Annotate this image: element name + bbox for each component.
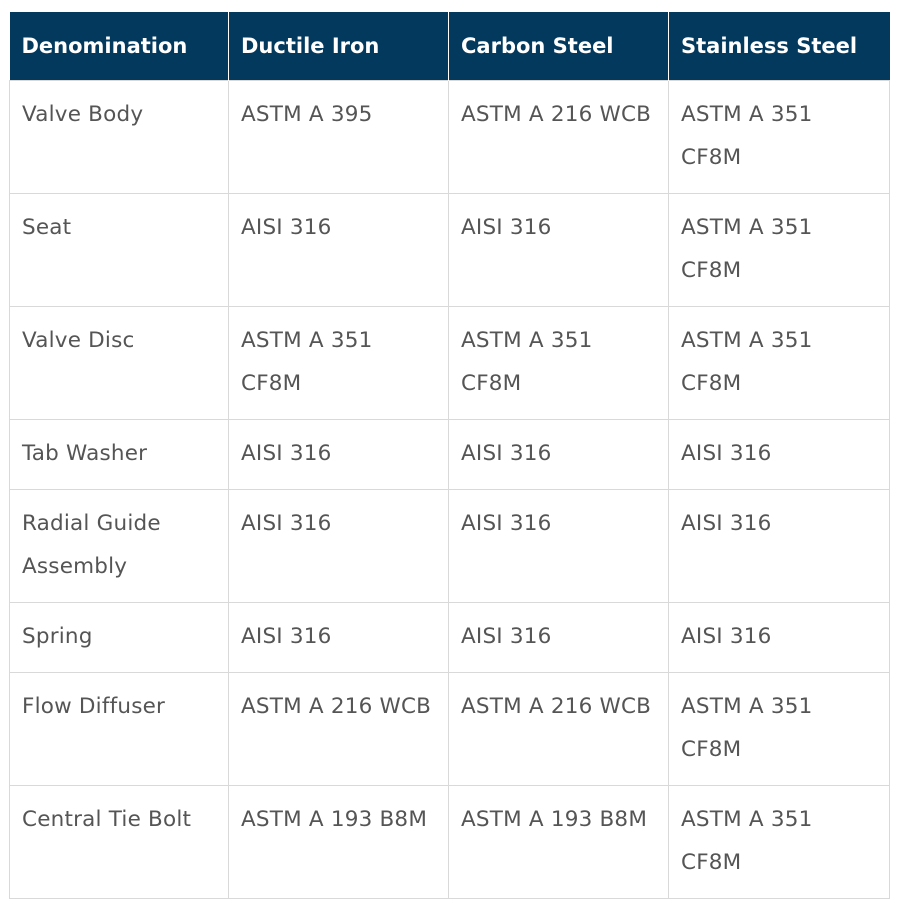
cell-stainless-steel: AISI 316 — [669, 489, 890, 602]
cell-carbon-steel: ASTM A 351 CF8M — [449, 306, 669, 419]
cell-carbon-steel: AISI 316 — [449, 193, 669, 306]
table-row — [10, 193, 890, 306]
cell-denomination: Flow Diffuser — [10, 672, 229, 785]
cell-stainless-steel: ASTM A 351 CF8M — [669, 193, 890, 306]
cell-denomination: Central Tie Bolt — [10, 785, 229, 898]
cell-ductile-iron: AISI 316 — [229, 602, 449, 672]
cell-carbon-steel: AISI 316 — [449, 602, 669, 672]
table-row — [10, 80, 890, 193]
header-ductile-iron: Ductile Iron — [229, 12, 449, 80]
cell-ductile-iron: ASTM A 216 WCB — [229, 672, 449, 785]
materials-table — [9, 12, 890, 899]
cell-ductile-iron: AISI 316 — [229, 193, 449, 306]
header-denomination: Denomination — [10, 12, 229, 80]
cell-denomination: Tab Washer — [10, 419, 229, 489]
cell-ductile-iron: AISI 316 — [229, 489, 449, 602]
cell-stainless-steel: ASTM A 351 CF8M — [669, 80, 890, 193]
table-row — [10, 489, 890, 602]
cell-carbon-steel: ASTM A 193 B8M — [449, 785, 669, 898]
cell-ductile-iron: ASTM A 395 — [229, 80, 449, 193]
table-row — [10, 419, 890, 489]
header-stainless-steel: Stainless Steel — [669, 12, 890, 80]
cell-stainless-steel: AISI 316 — [669, 419, 890, 489]
cell-stainless-steel: AISI 316 — [669, 602, 890, 672]
table-row — [10, 602, 890, 672]
cell-denomination: Radial Guide Assembly — [10, 489, 229, 602]
cell-ductile-iron: ASTM A 351 CF8M — [229, 306, 449, 419]
table-row — [10, 306, 890, 419]
header-carbon-steel: Carbon Steel — [449, 12, 669, 80]
cell-carbon-steel: AISI 316 — [449, 419, 669, 489]
table-header-row — [10, 12, 890, 80]
table-row — [10, 785, 890, 898]
cell-ductile-iron: AISI 316 — [229, 419, 449, 489]
cell-denomination: Valve Disc — [10, 306, 229, 419]
cell-stainless-steel: ASTM A 351 CF8M — [669, 785, 890, 898]
cell-denomination: Spring — [10, 602, 229, 672]
cell-ductile-iron: ASTM A 193 B8M — [229, 785, 449, 898]
cell-stainless-steel: ASTM A 351 CF8M — [669, 672, 890, 785]
cell-denomination: Seat — [10, 193, 229, 306]
cell-stainless-steel: ASTM A 351 CF8M — [669, 306, 890, 419]
cell-denomination: Valve Body — [10, 80, 229, 193]
cell-carbon-steel: AISI 316 — [449, 489, 669, 602]
table-row — [10, 672, 890, 785]
cell-carbon-steel: ASTM A 216 WCB — [449, 80, 669, 193]
cell-carbon-steel: ASTM A 216 WCB — [449, 672, 669, 785]
